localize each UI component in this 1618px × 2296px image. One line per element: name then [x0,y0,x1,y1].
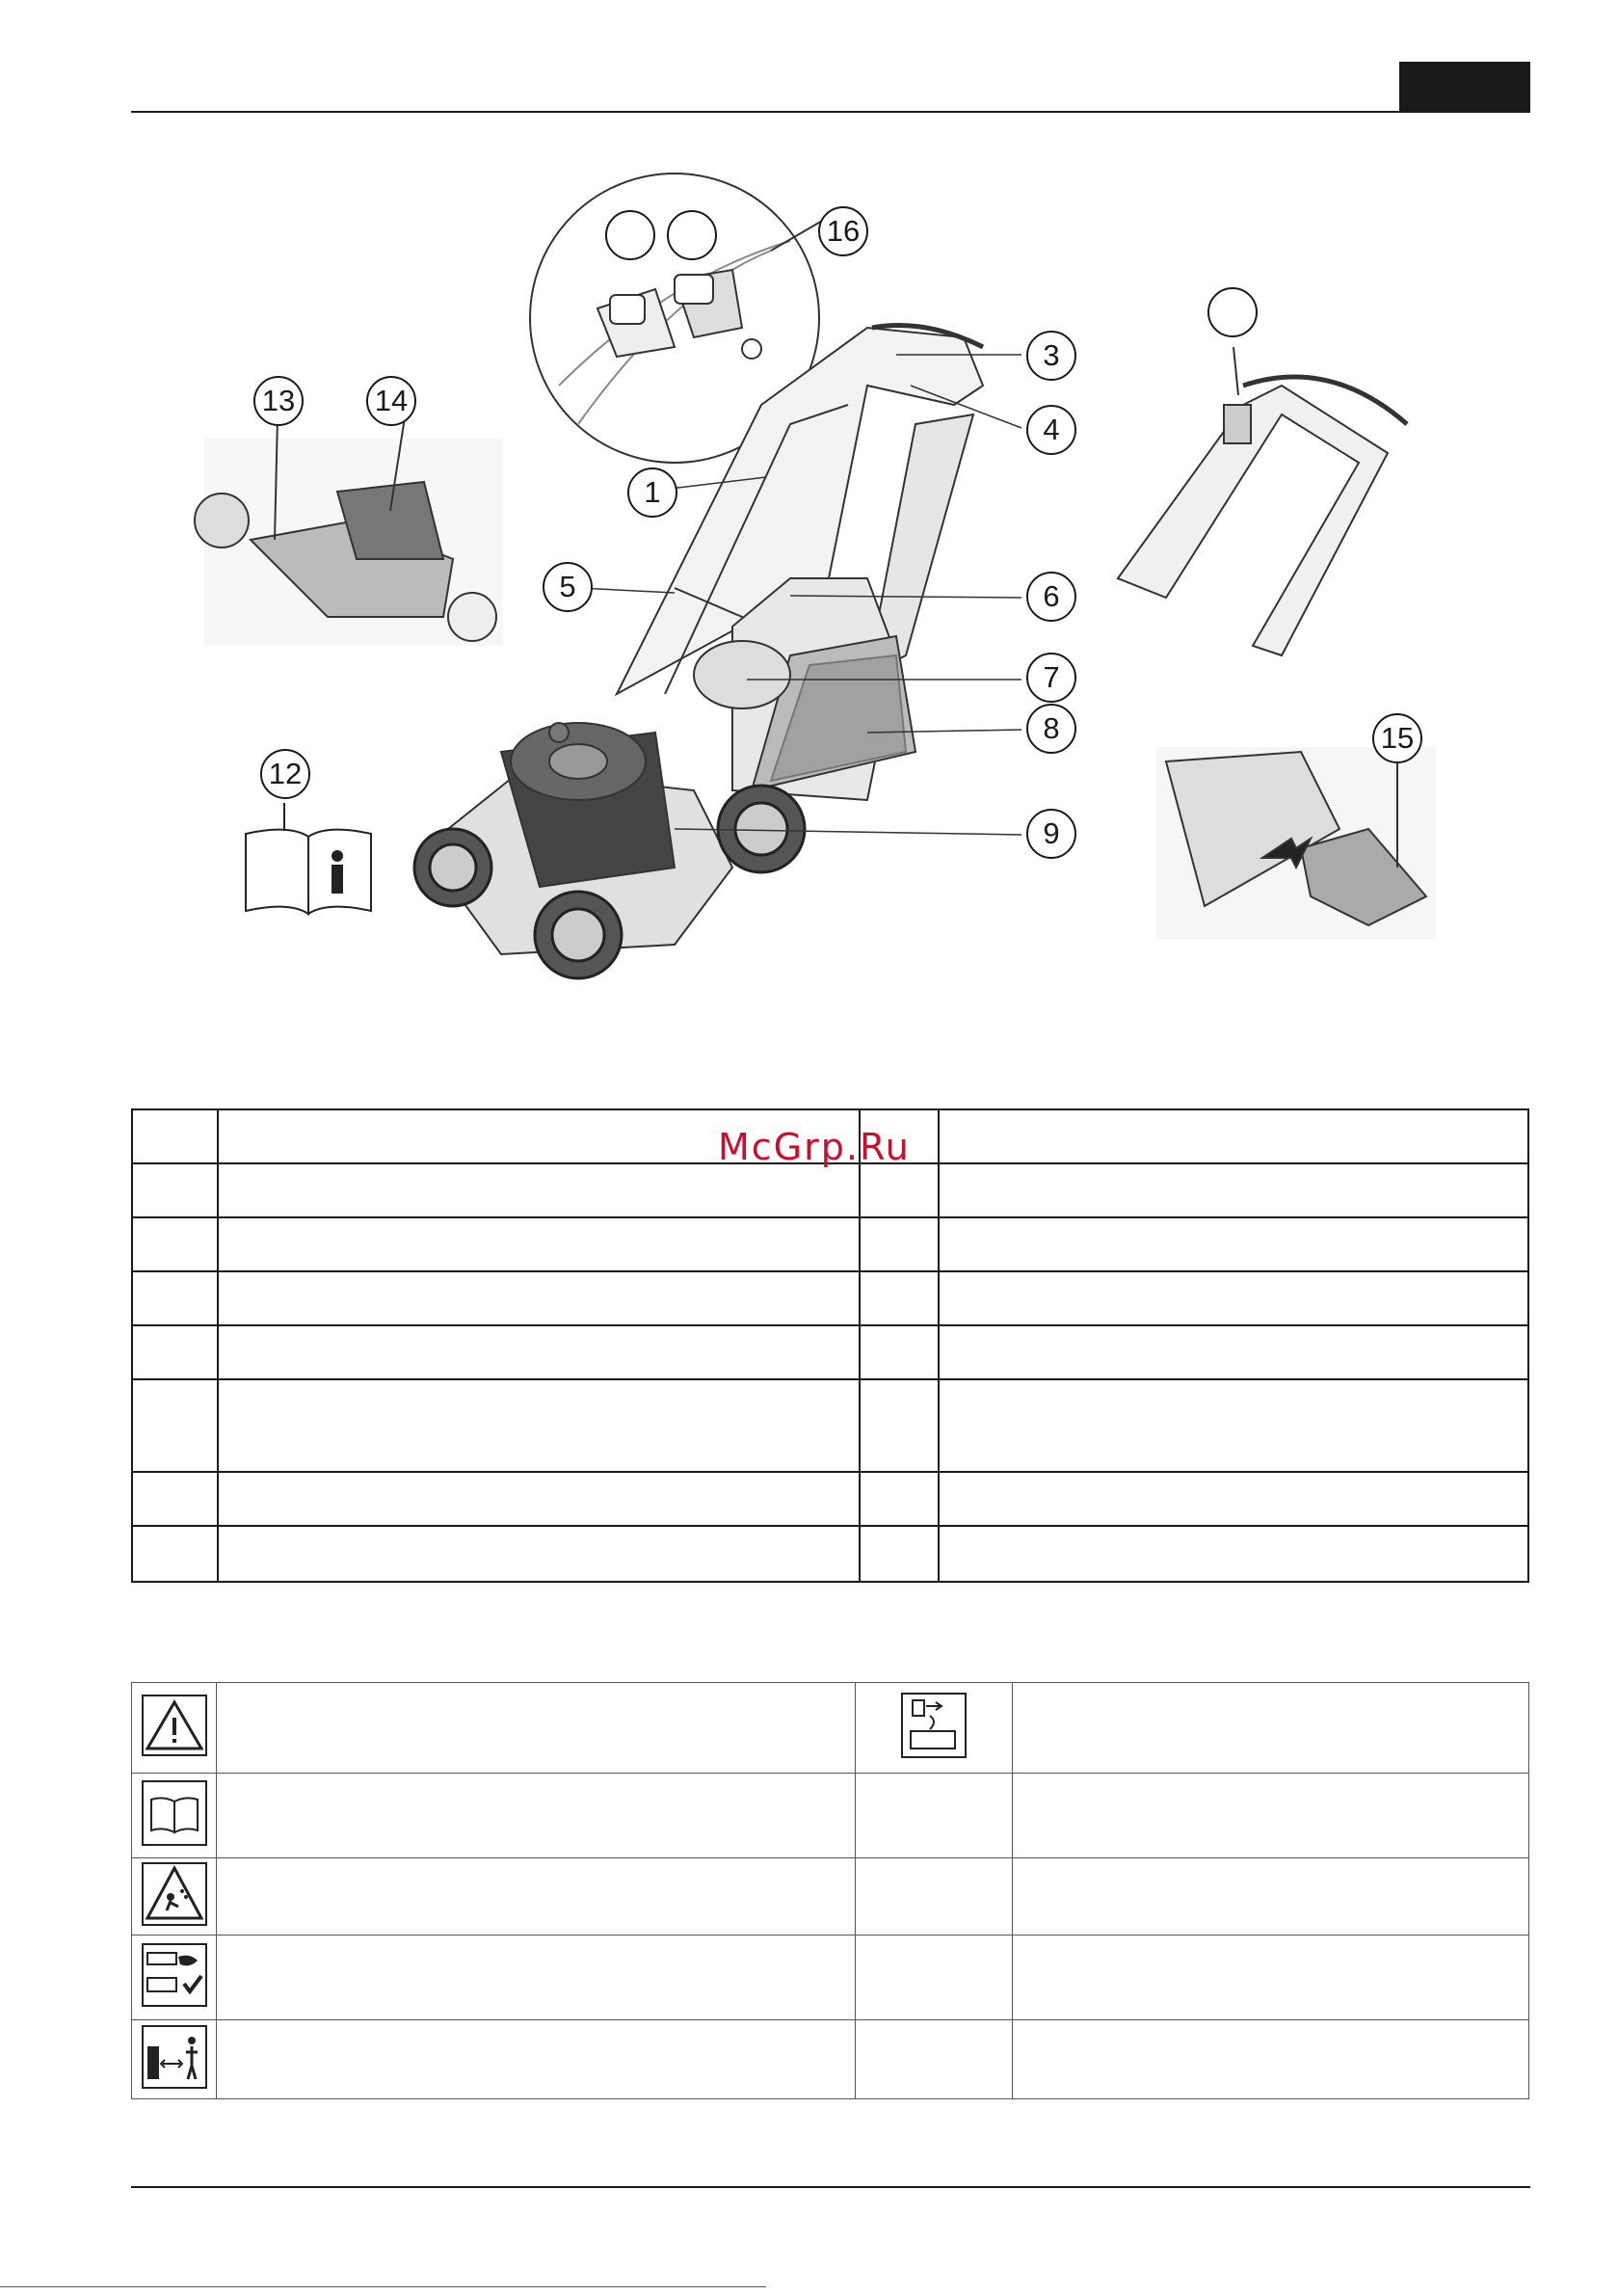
callout-9: 9 [1026,809,1076,859]
callout-blank-a [605,210,655,260]
projectile-hazard-icon [142,1862,207,1926]
callout-blank-b [667,210,717,260]
grass-box-inset [195,417,503,646]
spark-plug-disconnect-icon [901,1693,967,1758]
hand-blade-icon [142,1943,207,2007]
callout-13: 13 [253,376,304,426]
table-row [132,1163,1528,1217]
table-row [132,1379,1528,1472]
table-row [132,1774,1529,1858]
callout-12: 12 [260,749,310,799]
callout-6: 6 [1026,572,1076,622]
callout-16: 16 [818,206,868,256]
callout-5: 5 [543,562,593,612]
callout-1: 1 [627,467,677,518]
table-row [132,1325,1528,1379]
table-row [132,1472,1528,1526]
open-book-icon [142,1780,207,1846]
warning-triangle-icon [142,1695,207,1756]
callout-4: 4 [1026,405,1076,455]
callout-14: 14 [366,376,416,426]
manual-info-icon [246,803,371,914]
parts-table [131,1108,1529,1583]
callout-8: 8 [1026,704,1076,754]
keep-distance-icon [142,2025,207,2089]
table-row [132,1858,1529,1936]
footer-rule [131,2186,1530,2188]
watermark: McGrp.Ru [718,1126,911,1168]
table-row [132,1217,1528,1271]
mulch-plug-inset [1156,747,1436,940]
mower-illustration [0,0,1618,1041]
handle-height-inset [1118,347,1407,655]
callout-3: 3 [1026,331,1076,381]
table-row [132,1271,1528,1325]
callout-blank-c [1207,287,1258,337]
table-row [132,2020,1529,2099]
table-row [132,1526,1528,1582]
table-row [132,1683,1529,1774]
table-row [132,1936,1529,2020]
callout-15: 15 [1372,713,1422,763]
page-edge-rule [0,2286,766,2287]
callout-7: 7 [1026,653,1076,703]
symbols-table [131,1682,1529,2099]
